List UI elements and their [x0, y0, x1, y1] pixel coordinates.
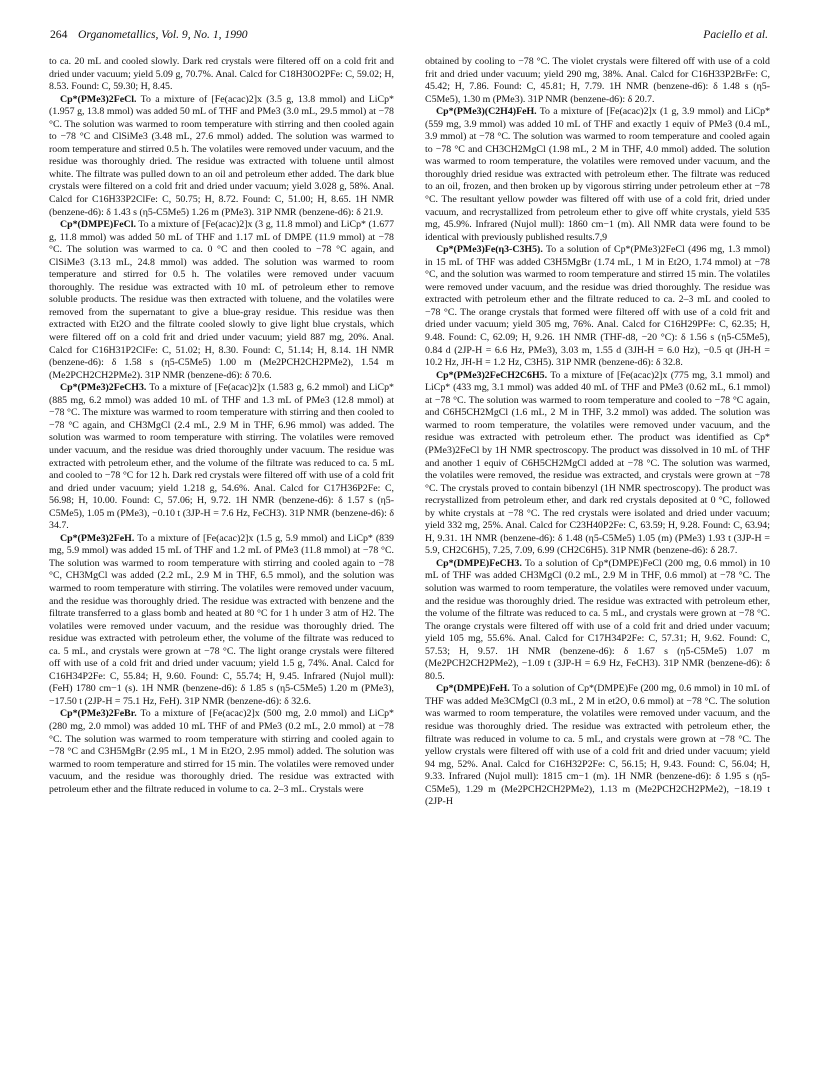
paragraph-cp-dmpe-feh: [425, 683, 770, 808]
right-column: [425, 56, 770, 1056]
compound-title: Cp*(PMe3)2FeCl.: [60, 93, 137, 105]
compound-title: Cp*(PMe3)(C2H4)FeH.: [436, 106, 537, 118]
paragraph-body: To a mixture of [Fe(acac)2]x (1.583 g, 6.2 mmol) and LiCp* (885 mg, 6.2 mmol) was added 10 mL of THF and 1.3 mL of PMe3 (12.8 mmol) at −78 °C. The mixture was warmed to room temperature with stirring and then cooled to −78 °C again, and CH3MgCl (2.4 mL, 2.9 M in THF, 6.96 mmol) was added. The solution was warmed to room temperature with stirring. The volatiles were removed under vacuum, and the residue was dried thoroughly under vacuum. The residue was extracted with petroleum ether, and the volume of the filtrate was reduced to ca. 5 mL and cooled to −78 °C for 12 h. Dark red crystals were filtered off with use of a cold frit and dried under vacuum; yield 1.218 g, 54.6%. Anal. Calcd for C17H36P2Fe: C, 56.98; H, 10.00. Found: C, 57.06; H, 9.72. 1H NMR (benzene-d6): δ 1.57 s (η5-C5Me5), 1.05 m (PMe3), −0.10 t (3JP-H = 7.6 Hz, FeCH3). 31P NMR (benzene-d6): δ 34.7.: [49, 382, 394, 532]
paragraph-body: To a solution of Cp*(PMe3)2FeCl (496 mg, 1.3 mmol) in 15 mL of THF was added C3H5MgBr (1.74 mL, 1 M in Et2O, 1.74 mmol) at −78 °C, and the solution was warmed to room temperature and stirred 15 min. The volatiles were removed under vacuum, and the residue was dried thoroughly. The residue was extracted with petroleum ether and the filtrate reduced to ca. 2–3 mL and cooled to −78 °C. The orange crystals that formed were filtered off with use of a cold frit and dried under vacuum; yield 305 mg, 76%. Anal. Calcd for C16H29PFe: C, 62.35; H, 9.48. Found: C, 62.09; H, 9.26. 1H NMR (THF-d8, −20 °C): δ 1.56 s (η5-C5Me5), 0.84 d (2JP-H = 6.6 Hz, PMe3), 3.03 m, 1.55 d (3JH-H = 6.0 Hz), −0.5 qt (JH-H = 10.2 Hz, JH-H = 1.2 Hz, C3H5). 31P NMR (benzene-d6): δ 32.8.: [425, 244, 770, 369]
paragraph-cp-pme3-2-febr: [49, 708, 394, 796]
compound-title: Cp*(DMPE)FeH.: [436, 683, 510, 695]
paragraph-body: To a solution of Cp*(DMPE)FeCl (200 mg, 0.6 mmol) in 10 mL of THF was added CH3MgCl (0.2 mL, 2.9 M in THF, 0.6 mmol) at −78 °C. The solution was warmed to room temperature, the volatiles were removed under vacuum, and the residue was thoroughly dried. The residue was extracted with petroleum ether, the volume of the filtrate was reduced to ca. 5 mL, and crystals were grown at −78 °C. The orange crystals were filtered off with use of a cold frit and dried under vacuum; yield 105 mg, 55.6%. Anal. Calcd for C17H34P2Fe: C, 57.31; H, 9.62. Found: C, 57.53; H, 9.57. 1H NMR (benzene-d6): δ 1.67 s (η5-C5Me5) 1.07 m (Me2PCH2CH2PMe2), −1.09 t (3JP-H = 6.9 Hz, FeCH3). 31P NMR (benzene-d6): δ 80.5.: [425, 557, 770, 682]
compound-title: Cp*(DMPE)FeCH3.: [436, 557, 522, 569]
compound-title: Cp*(PMe3)2FeCH2C6H5.: [436, 369, 548, 381]
paragraph-body: to ca. 20 mL and cooled slowly. Dark red crystals were filtered off on a cold frit and dried under vacuum; yield 5.09 g, 70.7%. Anal. Calcd for C18H30O2PFe: C, 59.02; H, 8.53. Found: C, 59.30; H, 8.45.: [49, 56, 394, 93]
paragraph-cp-dmpe-fecl: [49, 219, 394, 382]
paragraph-cp-pme3-fe-allyl: [425, 244, 770, 369]
paragraph-body: obtained by cooling to −78 °C. The violet crystals were filtered off with use of a cold frit and dried under vacuum; yield 290 mg, 38%. Anal. Calcd for C16H33P2BrFe: C, 45.42; H, 7.86. Found: C, 45.81; H, 7.79. 1H NMR (benzene-d6): δ 1.48 s (η5-C5Me5), 1.30 m (PMe3). 31P NMR (benzene-d6): δ 20.7.: [425, 56, 770, 105]
compound-title: Cp*(PMe3)2FeBr.: [60, 708, 137, 720]
paragraph-body: To a mixture of [Fe(acac)2]x (3.5 g, 13.8 mmol) and LiCp* (1.957 g, 13.8 mmol) was added 50 mL of THF and PMe3 (3.0 mL, 29.5 mmol) at −78 °C. The solution was warmed to room temperature with stirring and then cooled again to −78 °C and ClSiMe3 (3.48 mL, 27.6 mmol) added. The solution was warmed to room temperature and stirred 0.5 h. The volatiles were removed under vacuum, and the residue was thoroughly dried. The residue was extracted with toluene until almost white. The filtrate was pulled down to an oil and petroleum ether added. The dark blue crystals were filtered on a cold frit and dried under vacuum; yield 3.028 g, 58%. Anal. Calcd for C16H33P2ClFe: C, 50.75; H, 8.72. Found: C, 51.00; H, 8.65. 1H NMR (benzene-d6): δ 1.43 s (η5-C5Me5) 1.26 m (PMe3). 31P NMR (benzene-d6): δ 21.9.: [49, 93, 394, 218]
running-authors: Paciello et al.: [703, 28, 768, 41]
running-header: [50, 28, 768, 48]
paragraph-body: To a mixture of [Fe(acac)2]x (3 g, 11.8 mmol) and LiCp* (1.677 g, 11.8 mmol) was added 50 mL of THF and 1.17 mL of DMPE (11.9 mmol) at −78 °C. The solution was warmed to ca. 0 °C and then cooled to −78 °C again, and ClSiMe3 (3.13 mL, 24.8 mmol) was added. The solution was warmed to room temperature and stirred for 0.5 h. The volatiles were removed under vacuum thoroughly. The residue was extracted with 10 mL of petroleum ether to remove soluble products. The residue was then extracted with toluene, and the volatiles were removed from the supernatant to give a blue-gray residue. This residue was then extracted with Et2O and the filtrate cooled slowly to give light blue crystals, which were filtered off on a cold frit and dried under vacuum; yield 887 mg, 20%. Anal. Calcd for C16H31P2ClFe: C, 51.02; H, 8.30. Found: C, 51.14; H, 8.14. 1H NMR (benzene-d6): δ 1.58 s (η5-C5Me5) 1.00 m (Me2PCH2CH2PMe2), 1.54 m (Me2PCH2CH2PMe2). 31P NMR (benzene-d6): δ 70.6.: [49, 219, 394, 381]
page-number: 264: [50, 28, 68, 41]
paragraph-cp-pme3-2-fech3: [49, 382, 394, 533]
compound-title: Cp*(PMe3)Fe(η3-C3H5).: [436, 244, 543, 256]
paragraph-body: To a mixture of [Fe(acac)2]x (1 g, 3.9 mmol) and LiCp* (559 mg, 3.9 mmol) was added 10 mL of THF and exactly 1 equiv of PMe3 (0.4 mL, 3.9 mmol) at −78 °C. The solution was warmed to room temperature and cooled again to −78 °C and CH3CH2MgCl (1.98 mL, 2 M in THF, 4.0 mmol) added. The solution was warmed to room temperature, the volatiles were removed under vacuum, and the thoroughly dried residue was extracted with petroleum ether. The filtrate was reduced to an oil, frozen, and then broken up by vigorous stirring under petroleum ether at −78 °C. The resultant yellow powder was filtered off with use of a cold frit, dried under vacuum, and recrystallized from petroleum ether to give off white crystals, yield 535 mg, 45.9%. Infrared (Nujol mull): 1860 cm−1 (m). All NMR data were found to be identical with previously published results.7,9: [425, 106, 770, 243]
left-column: [49, 56, 394, 1056]
paragraph-body: To a mixture of [Fe(acac)2]x (500 mg, 2.0 mmol) and LiCp* (280 mg, 2.0 mmol) was added 10 mL THF of and PMe3 (0.2 mL, 2.0 mmol) at −78 °C. The solution was warmed to room temperature with stirring and cooled again to −78 °C and C3H5MgBr (2.95 mL, 1 M in Et2O, 2.95 mmol) added. The solution was warmed to room temperature and stirred for 15 min. The volatiles were removed under vacuum, and the residue was thoroughly dried. The residue was extracted with petroleum ether and the filtrate reduced in volume to ca. 2–3 mL. Crystals were: [49, 708, 394, 795]
paragraph-cp-pme3-2-fecl: [49, 94, 394, 219]
paragraph-continued: [49, 56, 394, 94]
paragraph-body: To a solution of Cp*(DMPE)Fe (200 mg, 0.6 mmol) in 10 mL of THF was added Me3CMgCl (0.3 mL, 2 M in et2O, 0.6 mmol) at −78 °C. The solution was warmed to room temperature, the volatiles were removed under vacuum, and the residue was thoroughly dried. The residue was extracted with petroleum ether, the filtrate was reduced in volume to ca. 5 mL, and crystals were grown at −78 °C. The yellow crystals were filtered off with use of a cold frit and dried under vacuum; yield 94 mg, 52%. Anal. Calcd for C16H32P2Fe: C, 56.15; H, 9.43. Found: C, 56.04; H, 9.33. Infrared (Nujol mull): 1815 cm−1 (m). 1H NMR (benzene-d6): δ 1.95 s (η5-C5Me5), 1.29 m (Me2PCH2CH2PMe2), 1.13 m (Me2PCH2CH2PMe2), −18.19 t (2JP-H: [425, 683, 770, 808]
paragraph-cp-pme3-2-fech2c6h5: [425, 370, 770, 558]
paragraph-continued: [425, 56, 770, 106]
paragraph-cp-pme3-2-feh: [49, 533, 394, 709]
paragraph-body: To a mixture of [Fe(acac)2]x (1.5 g, 5.9 mmol) and LiCp* (839 mg, 5.9 mmol) was added 15 mL of THF and 1.2 mL of PMe3 (11.8 mmol) at −78 °C. The solution was warmed to room temperature with stirring and cooled again to −78 °C, CH3MgCl was added (2.2 mL, 2.9 M in THF, 6.5 mmol), and the solution was warmed to room temperature with stirring. The volatiles were removed under vacuum, and the residue was thoroughly dried. The residue was extracted with benzene and the filtrate transferred to a glass bomb and heated at 80 °C for 1 h under 3 atm of H2. The volatiles were removed under vacuum, and the residue was thoroughly dried. The residue was extracted with petroleum ether, the volume of the filtrate was reduced to ca. 5 mL, and crystals were grown at −78 °C. The light orange crystals were filtered off with use of a cold frit and dried under vacuum; yield 1.5 g, 74%. Anal. Calcd for C16H34P2Fe: C, 55.84; H, 9.60. Found: C, 55.74; H, 9.45. Infrared (Nujol mull): (FeH) 1780 cm−1 (s). 1H NMR (benzene-d6): δ 1.85 s (η5-C5Me5) 1.20 m (PMe3), −17.50 t (2JP-H = 75.1 Hz, FeH). 31P NMR (benzene-d6): δ 32.6.: [49, 532, 394, 707]
paragraph-body: To a mixture of [Fe(acac)2]x (775 mg, 3.1 mmol) and LiCp* (433 mg, 3.1 mmol) was added 40 mL of THF and PMe3 (0.62 mL, 6.1 mmol) at −78 °C. The solution was warmed to room temperature and cooled to −78 °C again, and C6H5CH2MgCl (1.6 mL, 2 M in THF, 3.2 mmol) was added. The solution was warmed to room temperature, the volatiles were removed under vacuum, and the residue was extracted with petroleum ether. The product was identified as Cp*(PMe3)2FeCl by 1H NMR spectroscopy. The product was dissolved in 10 mL of THF and another 1 equiv of C6H5CH2MgCl added at −78 °C. The solution was warmed, the volatiles were removed, the residue was extracted, and crystals were grown at −78 °C. The crystals proved to contain bibenzyl (1H NMR spectroscopy). The product was recrystallized from petroleum ether, and dark red crystals deposited at 0 °C, followed by white crystals at −78 °C. The red crystals were isolated and dried under vacuum; yield 332 mg, 25%. Anal. Calcd for C23H40P2Fe: C, 63.59; H, 9.28. Found: C, 63.94; H, 9.31. 1H NMR (benzene-d6): δ 1.48 (η5-C5Me5) 1.05 (m) (PMe3) 1.93 t (3JP-H = 5.9, CH2C6H5), 7.25, 7.09, 6.99 (CH2C6H5). 31P NMR (benzene-d6): δ 28.7.: [425, 369, 770, 557]
compound-title: Cp*(DMPE)FeCl.: [60, 219, 136, 231]
journal-citation: Organometallics, Vol. 9, No. 1, 1990: [78, 28, 248, 41]
paragraph-cp-dmpe-fech3: [425, 558, 770, 683]
compound-title: Cp*(PMe3)2FeCH3.: [60, 382, 147, 394]
paragraph-cp-pme3-c2h4-feh: [425, 106, 770, 244]
compound-title: Cp*(PMe3)2FeH.: [60, 532, 135, 544]
